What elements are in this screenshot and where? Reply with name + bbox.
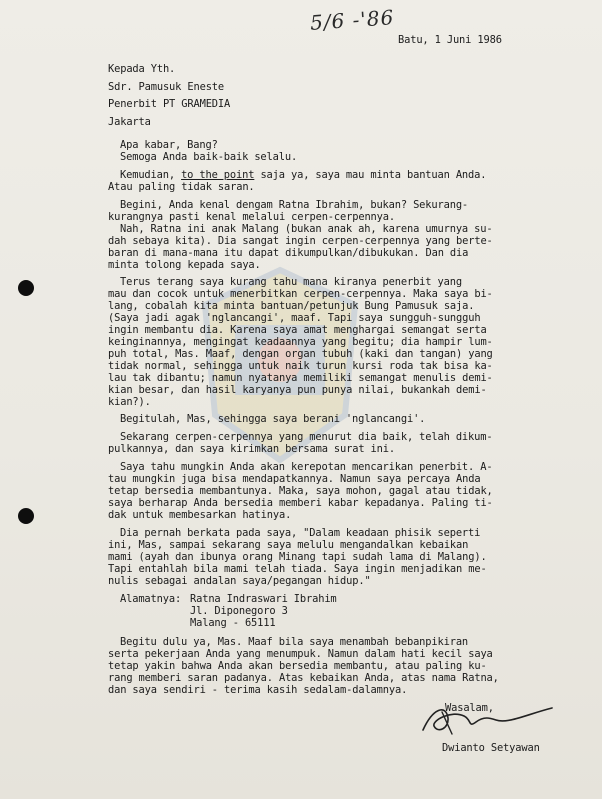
body-line: tetap yakin bahwa Anda akan bersedia membantu, atau paling ku- <box>108 660 487 672</box>
body-line: Atau paling tidak saran. <box>108 181 255 193</box>
body-line: Sekarang cerpen-cerpennya yang menurut dia baik, telah dikum- <box>120 431 493 443</box>
body-line: Tapi entahlah bila mami telah tiada. Saya ingin menjadikan me- <box>108 563 487 575</box>
address-line: Ratna Indraswari Ibrahim <box>190 593 337 605</box>
body-line: kurangnya pasti kenal melalui cerpen-cerpennya. <box>108 211 395 223</box>
body-line: dak untuk membesarkan hatinya. <box>108 509 292 521</box>
body-line: lang, cobalah kita minta bantuan/petunjuk Bung Pamusuk saja. <box>108 300 475 312</box>
body-line: nulis sebagai andalan saya/pegangan hidup." <box>108 575 371 587</box>
address-line: Jl. Diponegoro 3 <box>190 605 288 617</box>
body-text: saja ya, saya mau minta bantuan Anda. <box>254 169 487 181</box>
body-line: kian besar, dan hasil karyanya pun punya nilai, bukankah demi- <box>108 384 487 396</box>
address-label: Alamatnya: <box>120 593 182 605</box>
body-line: dah sebaya kita). Dia sangat ingin cerpen-cerpennya yang berte- <box>108 235 493 247</box>
body-line: puh total, Mas. Maaf, dengan organ tubuh (kaki dan tangan) yang <box>108 348 493 360</box>
date-line: Batu, 1 Juni 1986 <box>398 34 502 46</box>
body-line: saya berharap Anda bersedia memberi kabar kepadanya. Paling ti- <box>108 497 493 509</box>
body-line: pulkannya, dan saya kirimkan bersama surat ini. <box>108 443 395 455</box>
greeting-line: Apa kabar, Bang? <box>120 139 218 151</box>
body-line: Saya tahu mungkin Anda akan kerepotan mencarikan penerbit. A- <box>120 461 493 473</box>
body-line: Nah, Ratna ini anak Malang (bukan anak ah, karena umurnya su- <box>120 223 493 235</box>
body-line: Begitu dulu ya, Mas. Maaf bila saya menambah bebanpikiran <box>120 636 469 648</box>
body-line: Begitulah, Mas, sehingga saya berani 'nglancangi'. <box>120 413 426 425</box>
underlined-phrase: to the point <box>181 169 255 181</box>
recipient-line: Kepada Yth. <box>108 63 176 75</box>
greeting-line: Semoga Anda baik-baik selalu. <box>120 151 298 163</box>
recipient-line: Sdr. Pamusuk Eneste <box>108 81 225 93</box>
body-line: Dia pernah berkata pada saya, "Dalam keadaan phisik seperti <box>120 527 481 539</box>
closing: Wasalam, <box>445 702 494 714</box>
body-text: Kemudian, <box>120 169 182 181</box>
body-line: kian?). <box>108 396 151 408</box>
sender-name: Dwianto Setyawan <box>442 742 540 754</box>
recipient-line: Penerbit PT GRAMEDIA <box>108 98 231 110</box>
body-line: serta pekerjaan Anda yang menumpuk. Namun dalam hati kecil saya <box>108 648 493 660</box>
body-line <box>120 169 486 181</box>
punch-hole-icon <box>18 280 34 296</box>
body-line: Begini, Anda kenal dengam Ratna Ibrahim, bukan? Sekurang- <box>120 199 469 211</box>
body-line: rang memberi saran padanya. Atas kebaikan Anda, atas nama Ratna, <box>108 672 499 684</box>
address-line: Malang - 65111 <box>190 617 276 629</box>
body-line: Terus terang saya kurang tahu mana kiranya penerbit yang <box>120 276 462 288</box>
handwritten-date-note: 5/6 -'86 <box>309 5 395 35</box>
body-line: mau dan cocok untuk menerbitkan cerpen-cerpennya. Maka saya bi- <box>108 288 493 300</box>
body-line: tidak normal, sehingga untuk naik turun kursi roda tak bisa ka- <box>108 360 493 372</box>
body-line: (Saya jadi agak 'nglancangi', maaf. Tapi saya sungguh-sungguh <box>108 312 481 324</box>
body-line: ini, Mas, sampai sekarang saya melulu mengandalkan kebaikan <box>108 539 469 551</box>
body-line: tau mungkin juga bisa mendapatkannya. Namun saya percaya Anda <box>108 473 481 485</box>
body-line: mami (ayah dan ibunya orang Minang tapi sudah lama di Malang). <box>108 551 487 563</box>
recipient-line: Jakarta <box>108 116 151 128</box>
punch-hole-icon <box>18 508 34 524</box>
body-line: ingin membantu dia. Karena saya amat menghargai semangat serta <box>108 324 487 336</box>
body-line: tetap bersedia membantunya. Maka, saya mohon, gagal atau tidak, <box>108 485 493 497</box>
body-line: lau tak dibantu; namun nyatanya memiliki semangat menulis demi- <box>108 372 493 384</box>
body-line: keinginannya, mengingat keadaannya yang begitu; dia hampir lum- <box>108 336 493 348</box>
body-line: dan saya sendiri - terima kasih sedalam-dalamnya. <box>108 684 408 696</box>
body-line: minta tolong kepada saya. <box>108 259 261 271</box>
signature-icon <box>418 700 558 738</box>
body-line: baran di mana-mana itu dapat dikumpulkan/dibukukan. Dan dia <box>108 247 469 259</box>
